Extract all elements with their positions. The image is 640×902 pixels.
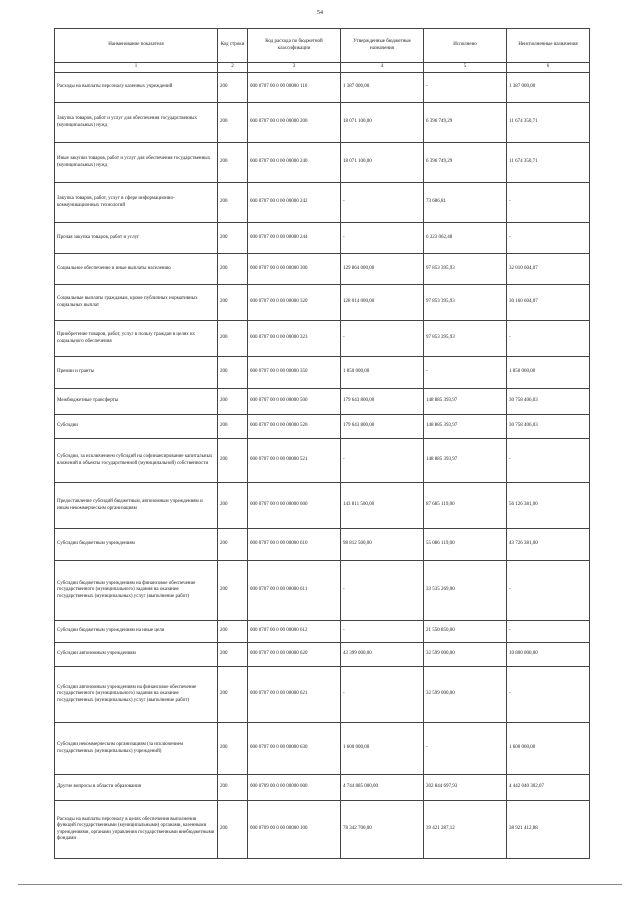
row-line-code: 200	[218, 183, 248, 223]
row-approved: 1 600 000,00	[341, 723, 424, 775]
row-line-code: 200	[218, 223, 248, 254]
row-remaining: 30 160 604,07	[507, 285, 590, 321]
row-name: Приобретение товаров, работ, услуг в пользу граждан в целях их социального обеспечения	[55, 321, 218, 357]
table-row	[55, 723, 590, 775]
row-name: Субсидии, за исключением субсидий на софинансирование капитальных вложений в объекты государственной (муниципальной) собственности	[55, 439, 218, 483]
table-row	[55, 439, 590, 483]
row-budget-code: 000 0707 00 0 00 00000 600	[248, 483, 341, 529]
page-number: 54	[317, 10, 323, 16]
row-executed: 73 686,81	[424, 183, 507, 223]
row-budget-code: 000 0707 00 0 00 00000 200	[248, 103, 341, 143]
row-executed: 6 396 749,29	[424, 143, 507, 183]
row-name: Субсидии некоммерческим организациям (за исключением государственных (муниципальных) учреждений)	[55, 723, 218, 775]
row-line-code: 200	[218, 643, 248, 667]
row-name: Расходы на выплаты персоналу казенных учреждений	[55, 73, 218, 103]
table-row	[55, 801, 590, 859]
row-name: Иные закупки товаров, работ и услуг для обеспечения государственных (муниципальных) нужд	[55, 143, 218, 183]
row-executed: 55 086 119,00	[424, 529, 507, 561]
row-budget-code: 000 0707 00 0 00 00000 612	[248, 621, 341, 643]
row-remaining: 30 758 406,03	[507, 389, 590, 415]
table-header-row	[55, 29, 590, 63]
row-line-code: 200	[218, 801, 248, 859]
table-row	[55, 483, 590, 529]
row-budget-code: 000 0707 00 0 00 00000 240	[248, 143, 341, 183]
row-approved: 4 744 885 000,00	[341, 775, 424, 801]
header-line-code: Код строки	[218, 29, 248, 63]
row-remaining: -	[507, 439, 590, 483]
table-row	[55, 415, 590, 439]
row-budget-code: 000 0707 00 0 00 00000 520	[248, 415, 341, 439]
row-name: Другие вопросы в области образования	[55, 775, 218, 801]
row-approved: -	[341, 439, 424, 483]
row-name: Межбюджетные трансферты	[55, 389, 218, 415]
row-executed: 33 535 269,00	[424, 561, 507, 621]
row-name: Субсидии автономным учреждениям на финансовое обеспечение государственного (муниципального) задания на оказание государственных (муниципальных) услуг (выполнение работ)	[55, 667, 218, 723]
row-approved: 1 387 000,00	[341, 73, 424, 103]
row-approved: 43 399 000,00	[341, 643, 424, 667]
row-line-code: 200	[218, 723, 248, 775]
table-row	[55, 143, 590, 183]
row-name: Субсидии бюджетным учреждениям на иные цели	[55, 621, 218, 643]
row-executed: 97 853 395,93	[424, 321, 507, 357]
page-bottom-rule	[18, 884, 622, 885]
row-remaining: 56 126 381,00	[507, 483, 590, 529]
table-row	[55, 667, 590, 723]
budget-execution-table	[54, 28, 590, 859]
table-row	[55, 529, 590, 561]
row-budget-code: 000 0707 00 0 00 00000 611	[248, 561, 341, 621]
column-number: 2	[218, 63, 248, 73]
row-remaining: 1 387 000,00	[507, 73, 590, 103]
row-budget-code: 000 0707 00 0 00 00000 300	[248, 254, 341, 285]
row-line-code: 200	[218, 254, 248, 285]
row-executed: 6 396 749,29	[424, 103, 507, 143]
row-approved: -	[341, 183, 424, 223]
row-line-code: 200	[218, 621, 248, 643]
header-budget-code: Код расхода по бюджетной классификации	[248, 29, 341, 63]
column-number-row	[55, 63, 590, 73]
row-remaining: 10 800 000,00	[507, 643, 590, 667]
row-executed: 97 853 395,93	[424, 285, 507, 321]
row-budget-code: 000 0709 00 0 00 00000 000	[248, 775, 341, 801]
row-name: Субсидии бюджетным учреждениям на финансовое обеспечение государственного (муниципального) задания на оказание государственных (муниципальных) услуг (выполнение работ)	[55, 561, 218, 621]
row-remaining: 30 758 406,03	[507, 415, 590, 439]
row-executed: 148 885 393,97	[424, 415, 507, 439]
row-remaining: 43 726 381,00	[507, 529, 590, 561]
row-approved: -	[341, 321, 424, 357]
row-remaining: 38 921 412,88	[507, 801, 590, 859]
row-name: Субсидии	[55, 415, 218, 439]
column-number: 5	[424, 63, 507, 73]
row-name: Субсидии автономным учреждениям	[55, 643, 218, 667]
row-remaining: -	[507, 321, 590, 357]
row-line-code: 200	[218, 73, 248, 103]
row-executed: 6 323 062,48	[424, 223, 507, 254]
row-executed: 302 844 697,93	[424, 775, 507, 801]
row-remaining: 4 442 040 302,07	[507, 775, 590, 801]
row-remaining: 11 674 350,71	[507, 103, 590, 143]
row-executed: 39 421 287,12	[424, 801, 507, 859]
row-line-code: 200	[218, 103, 248, 143]
table-row	[55, 775, 590, 801]
row-executed: 87 685 119,00	[424, 483, 507, 529]
row-budget-code: 000 0709 00 0 00 00000 100	[248, 801, 341, 859]
row-approved: -	[341, 561, 424, 621]
row-name: Прочая закупка товаров, работ и услуг	[55, 223, 218, 254]
row-executed: 21 550 850,00	[424, 621, 507, 643]
row-line-code: 200	[218, 439, 248, 483]
row-budget-code: 000 0707 00 0 00 00000 323	[248, 321, 341, 357]
row-budget-code: 000 0707 00 0 00 00000 630	[248, 723, 341, 775]
row-approved: 143 811 500,00	[341, 483, 424, 529]
row-executed: -	[424, 723, 507, 775]
row-approved: -	[341, 621, 424, 643]
row-line-code: 200	[218, 561, 248, 621]
row-approved: 18 071 100,00	[341, 103, 424, 143]
column-number: 3	[248, 63, 341, 73]
row-remaining: -	[507, 561, 590, 621]
row-remaining: 1 850 000,00	[507, 357, 590, 389]
row-remaining: -	[507, 667, 590, 723]
row-budget-code: 000 0707 00 0 00 00000 620	[248, 643, 341, 667]
row-remaining: 32 010 604,07	[507, 254, 590, 285]
row-line-code: 200	[218, 285, 248, 321]
row-remaining: -	[507, 223, 590, 254]
table-row	[55, 183, 590, 223]
row-budget-code: 000 0707 00 0 00 00000 500	[248, 389, 341, 415]
row-line-code: 200	[218, 389, 248, 415]
row-remaining: -	[507, 621, 590, 643]
row-approved: -	[341, 223, 424, 254]
row-approved: 98 812 500,00	[341, 529, 424, 561]
row-budget-code: 000 0707 00 0 00 00000 320	[248, 285, 341, 321]
row-name: Социальное обеспечение и иные выплаты населению	[55, 254, 218, 285]
table-row	[55, 321, 590, 357]
table-row	[55, 103, 590, 143]
header-approved: Утвержденные бюджетные назначения	[341, 29, 424, 63]
table-row	[55, 561, 590, 621]
table-row	[55, 389, 590, 415]
row-line-code: 200	[218, 529, 248, 561]
row-approved: 18 071 100,00	[341, 143, 424, 183]
row-remaining: 11 674 350,71	[507, 143, 590, 183]
row-name: Закупка товаров, работ, услуг в сфере информационно-коммуникационных технологий	[55, 183, 218, 223]
row-executed: 148 885 393,97	[424, 439, 507, 483]
table-row	[55, 621, 590, 643]
row-line-code: 200	[218, 775, 248, 801]
row-remaining: 1 600 000,00	[507, 723, 590, 775]
row-name: Субсидии бюджетным учреждениям	[55, 529, 218, 561]
row-budget-code: 000 0707 00 0 00 00000 521	[248, 439, 341, 483]
column-number: 1	[55, 63, 218, 73]
column-number: 4	[341, 63, 424, 73]
row-name: Расходы на выплаты персоналу в целях обеспечения выполнения функций государственными (муниципальными) органами, казенными учреждениями, органами управления государственными внебюджетными фондами	[55, 801, 218, 859]
row-budget-code: 000 0707 00 0 00 00000 621	[248, 667, 341, 723]
row-remaining: -	[507, 183, 590, 223]
table-row	[55, 285, 590, 321]
row-line-code: 200	[218, 321, 248, 357]
table-row	[55, 254, 590, 285]
row-budget-code: 000 0707 00 0 00 00000 110	[248, 73, 341, 103]
row-approved: -	[341, 667, 424, 723]
row-approved: 1 850 000,00	[341, 357, 424, 389]
header-indicator-name: Наименование показателя	[55, 29, 218, 63]
row-approved: 179 643 800,00	[341, 415, 424, 439]
row-name: Социальные выплаты гражданам, кроме публичных нормативных социальных выплат	[55, 285, 218, 321]
column-number: 6	[507, 63, 590, 73]
row-budget-code: 000 0707 00 0 00 00000 610	[248, 529, 341, 561]
row-line-code: 200	[218, 415, 248, 439]
row-line-code: 200	[218, 483, 248, 529]
row-approved: 179 643 800,00	[341, 389, 424, 415]
table-row	[55, 73, 590, 103]
header-executed: Исполнено	[424, 29, 507, 63]
row-name: Закупка товаров, работ и услуг для обеспечения государственных (муниципальных) нужд	[55, 103, 218, 143]
row-line-code: 200	[218, 143, 248, 183]
row-line-code: 200	[218, 667, 248, 723]
row-approved: 128 014 000,00	[341, 285, 424, 321]
table-row	[55, 643, 590, 667]
header-remaining: Неисполненные назначения	[507, 29, 590, 63]
row-executed: 32 599 000,00	[424, 667, 507, 723]
row-budget-code: 000 0707 00 0 00 00000 242	[248, 183, 341, 223]
row-executed: 97 853 395,93	[424, 254, 507, 285]
row-executed: -	[424, 357, 507, 389]
row-line-code: 200	[218, 357, 248, 389]
table-row	[55, 357, 590, 389]
row-name: Премии и гранты	[55, 357, 218, 389]
row-budget-code: 000 0707 00 0 00 00000 350	[248, 357, 341, 389]
row-approved: 78 342 700,00	[341, 801, 424, 859]
table-row	[55, 223, 590, 254]
row-name: Предоставление субсидий бюджетным, автономным учреждениям и иным некоммерческим организациям	[55, 483, 218, 529]
row-executed: -	[424, 73, 507, 103]
row-budget-code: 000 0707 00 0 00 00000 244	[248, 223, 341, 254]
row-approved: 129 864 000,00	[341, 254, 424, 285]
row-executed: 32 599 000,00	[424, 643, 507, 667]
row-executed: 148 885 393,97	[424, 389, 507, 415]
